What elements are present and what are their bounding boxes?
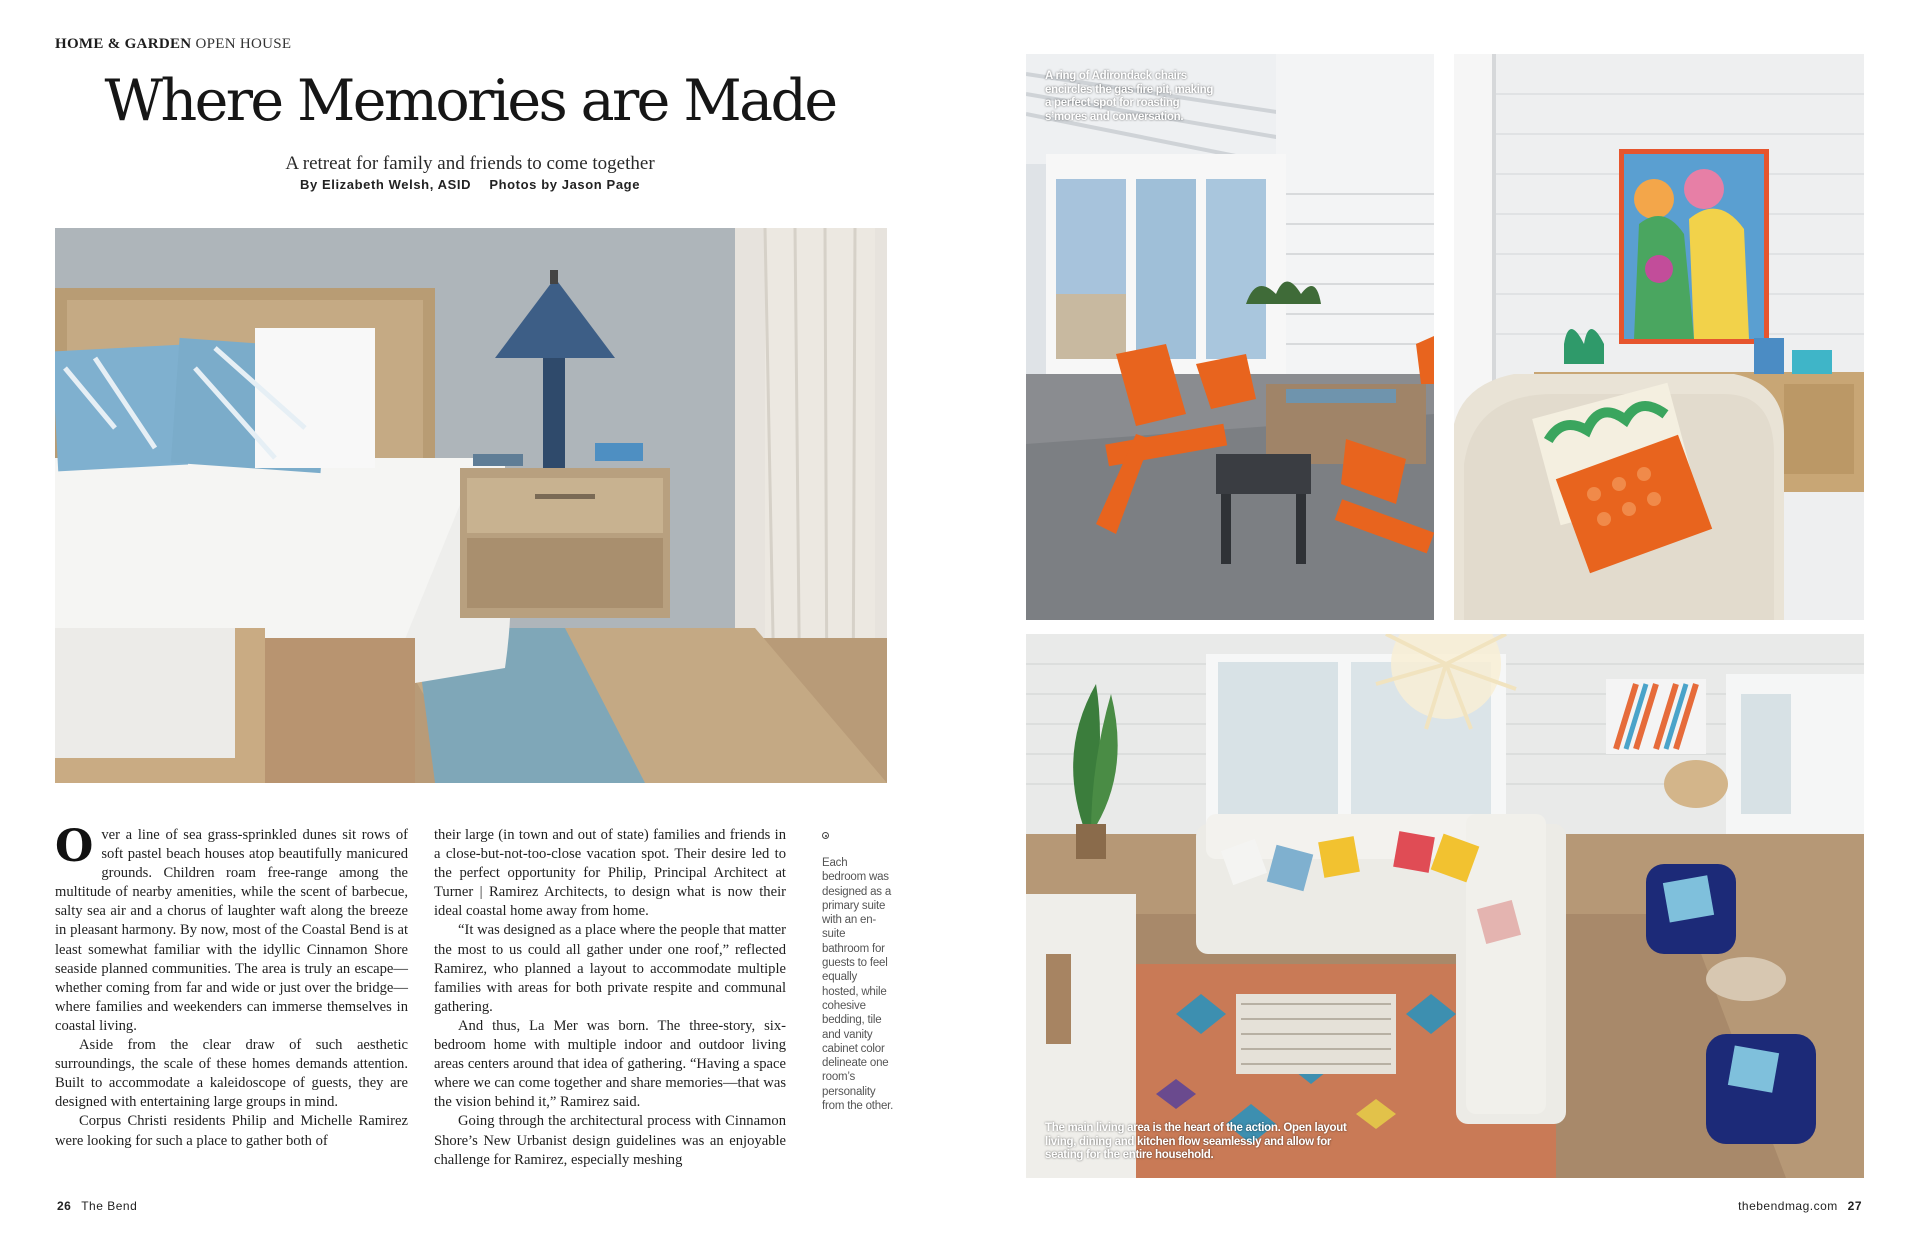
- paragraph-1: [55, 821, 408, 1036]
- bedroom-photo: [55, 228, 887, 783]
- right-footer: [1738, 1199, 1862, 1213]
- publication-name: The Bend: [81, 1199, 138, 1213]
- section-label: HOME & GARDEN: [55, 36, 192, 52]
- paragraph-3: Corpus Christi residents Philip and Michelle Ramirez were looking for such a place to gather both of: [55, 1113, 408, 1149]
- byline: [55, 177, 885, 192]
- byline-author: By Elizabeth Welsh, ASID: [299, 177, 472, 192]
- paragraph-1-text: ver a line of sea grass-sprinkled dunes sit rows of soft pastel beach houses atop beautifully manicured grounds. Children roam free-range among the multitude of nearby amenities, while the scent of barbecue, salty sea air and a chorus of laughter waft along the breeze in pleasant harmony. By now, most of the Coastal Bend is at least somewhat familiar with the idyllic Cinnamon Shore seaside planned communities. The area is truly an escape—whether coming from far and wide or just over the bridge—where families and weekenders can immerse themselves in coastal living.: [55, 827, 408, 1034]
- paragraph-5: “It was designed as a place where the people that matter the most to us could all gather under one roof,” reflected Ramirez, who planned a layout to accommodate multiple families with areas for both private respite and communal gathering.: [434, 922, 786, 1015]
- living-room-photo: [1026, 634, 1864, 1178]
- article-title: Where Memories are Made: [104, 68, 836, 134]
- subsection-label: OPEN HOUSE: [195, 36, 292, 52]
- left-page-number: 26: [57, 1199, 72, 1213]
- family-room-photo: [1454, 54, 1864, 620]
- website-url: thebendmag.com: [1738, 1199, 1838, 1213]
- right-page-number: 27: [1847, 1199, 1862, 1213]
- paragraph-4: their large (in town and out of state) families and friends in a close-but-not-too-close vacation spot. Their desire led to the perfect opportunity for Philip, Principal Architect at Turner | Ramirez Architects, to design what is now their ideal coastal home away from home.: [434, 827, 786, 920]
- article-column-1: [55, 821, 408, 1151]
- bedroom-illustration: [55, 228, 887, 783]
- caption-bullet-icon: [822, 832, 829, 839]
- byline-photos: Photos by Jason Page: [489, 177, 641, 192]
- paragraph-6: And thus, La Mer was born. The three-story, six-bedroom home with multiple indoor and outdoor living areas centers around that idea of gathering. “Having a space where we can come together and share memories—that was the vision behind it,” Ramirez said.: [434, 1017, 786, 1111]
- drop-cap: O: [55, 821, 94, 872]
- patio-illustration: [1026, 54, 1434, 620]
- paragraph-2: Aside from the clear draw of such aesthetic surroundings, the scale of these homes demands attention. Built to accommodate a kaleidoscope of guests, they are designed with entertaining large groups in mind.: [55, 1037, 408, 1111]
- paragraph-7: Going through the architectural process with Cinnamon Shore’s New Urbanist design guidelines was an enjoyable challenge for Ramirez, especially meshing: [434, 1113, 786, 1168]
- patio-photo: [1026, 54, 1434, 620]
- bedroom-caption: Each bedroom was designed as a primary suite with an en-suite bathroom for guests to feel equally hosted, while cohesive bedding, tile and vanity cabinet color delineate one room’s personality from the other.: [822, 857, 894, 1113]
- patio-caption: A ring of Adirondack chairs encircles the gas fire pit, making a perfect spot for roasting s’mores and conversation.: [1045, 70, 1214, 123]
- article-subtitle: A retreat for family and friends to come together: [285, 153, 655, 174]
- living-room-caption: The main living area is the heart of the action. Open layout living, dining and kitchen flow seamlessly and allow for seating for the entire household.: [1045, 1122, 1347, 1161]
- article-column-2: [434, 826, 786, 1170]
- family-room-illustration: [1454, 54, 1864, 620]
- living-room-illustration: [1026, 634, 1864, 1178]
- section-header: [55, 36, 291, 53]
- left-footer: [57, 1199, 137, 1213]
